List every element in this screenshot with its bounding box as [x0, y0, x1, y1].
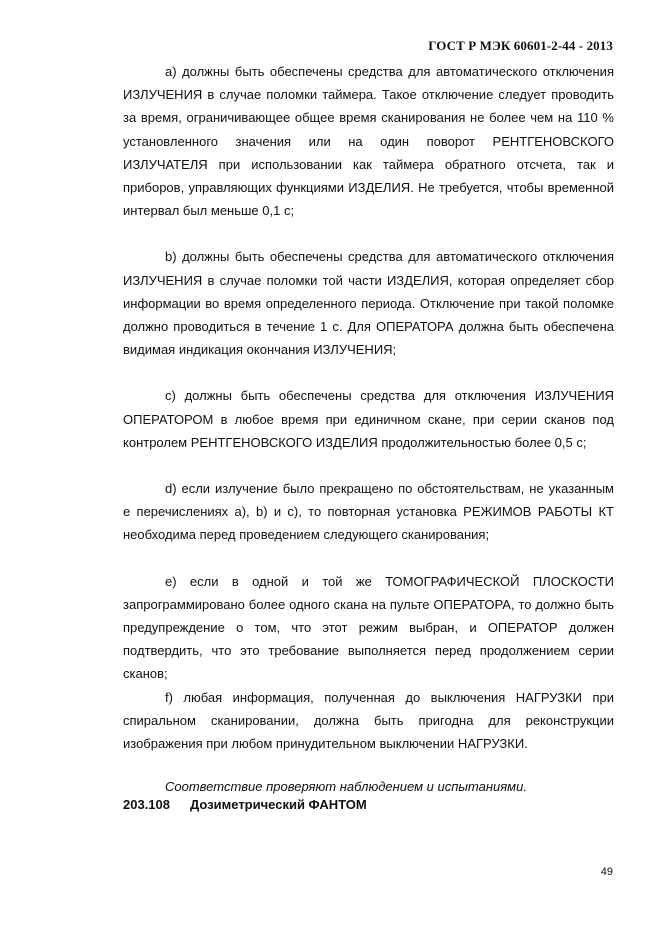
section-heading: [123, 797, 367, 812]
compliance-note: Соответствие проверяют наблюдением и испытаниями.: [165, 779, 527, 795]
list-item-f: f) любая информация, полученная до выключения НАГРУЗКИ при спиральном сканировании, должна быть пригодна для реконструкции изображения при любом принудительном выключении НАГРУЗКИ.: [123, 689, 614, 752]
document-header: ГОСТ Р МЭК 60601-2-44 - 2013: [428, 38, 613, 53]
page-number: 49: [600, 866, 613, 878]
list-item-c: с) должны быть обеспечены средства для отключения ИЗЛУЧЕНИЯ ОПЕРАТОРОМ в любое время при единичном скане, при серии сканов под контролем РЕНТГЕНОВСКОГО ИЗДЕЛИЯ продолжительностью более 0,5 с;: [123, 388, 614, 450]
document-body: [123, 60, 614, 798]
section-title: Дозиметрический ФАНТОМ: [190, 797, 367, 812]
list-item-e: е) если в одной и той же ТОМОГРАФИЧЕСКОЙ ПЛОСКОСТИ запрограммировано более одного скана на пульте ОПЕРАТОРА, то должно быть предупреждение о том, что этот режим выбран, и ОПЕРАТОР должен подтвердить, что это требование выполняется перед продолжением серии сканов;: [123, 573, 614, 682]
list-item-a: а) должны быть обеспечены средства для автоматического отключения ИЗЛУЧЕНИЯ в случае поломки таймера. Такое отключение следует проводить за время, ограничивающее общее время сканирования не более чем на 110 % установленного значения или на один поворот РЕНТГЕНОВСКОГО ИЗЛУЧАТЕЛЯ при использовании как таймера обратного отсчета, так и приборов, управляющих функциями ИЗДЕЛИЯ. Не требуется, чтобы временной интервал был меньше 0,1 с;: [123, 64, 614, 219]
list-item-d: d) если излучение было прекращено по обстоятельствам, не указанным е перечислениях а), b) и с), то повторная установка РЕЖИМОВ РАБОТЫ КТ необходима перед проведением следующего сканирования;: [123, 481, 614, 543]
list-item-b: b) должны быть обеспечены средства для автоматического отключения ИЗЛУЧЕНИЯ в случае поломки той части ИЗДЕЛИЯ, которая определяет сбор информации во время определенного периода. Отключение при такой поломке должно проводиться в течение 1 с. Для ОПЕРАТОРА должна быть обеспечена видимая индикация окончания ИЗЛУЧЕНИЯ;: [123, 249, 614, 358]
section-number: 203.108: [123, 797, 170, 812]
